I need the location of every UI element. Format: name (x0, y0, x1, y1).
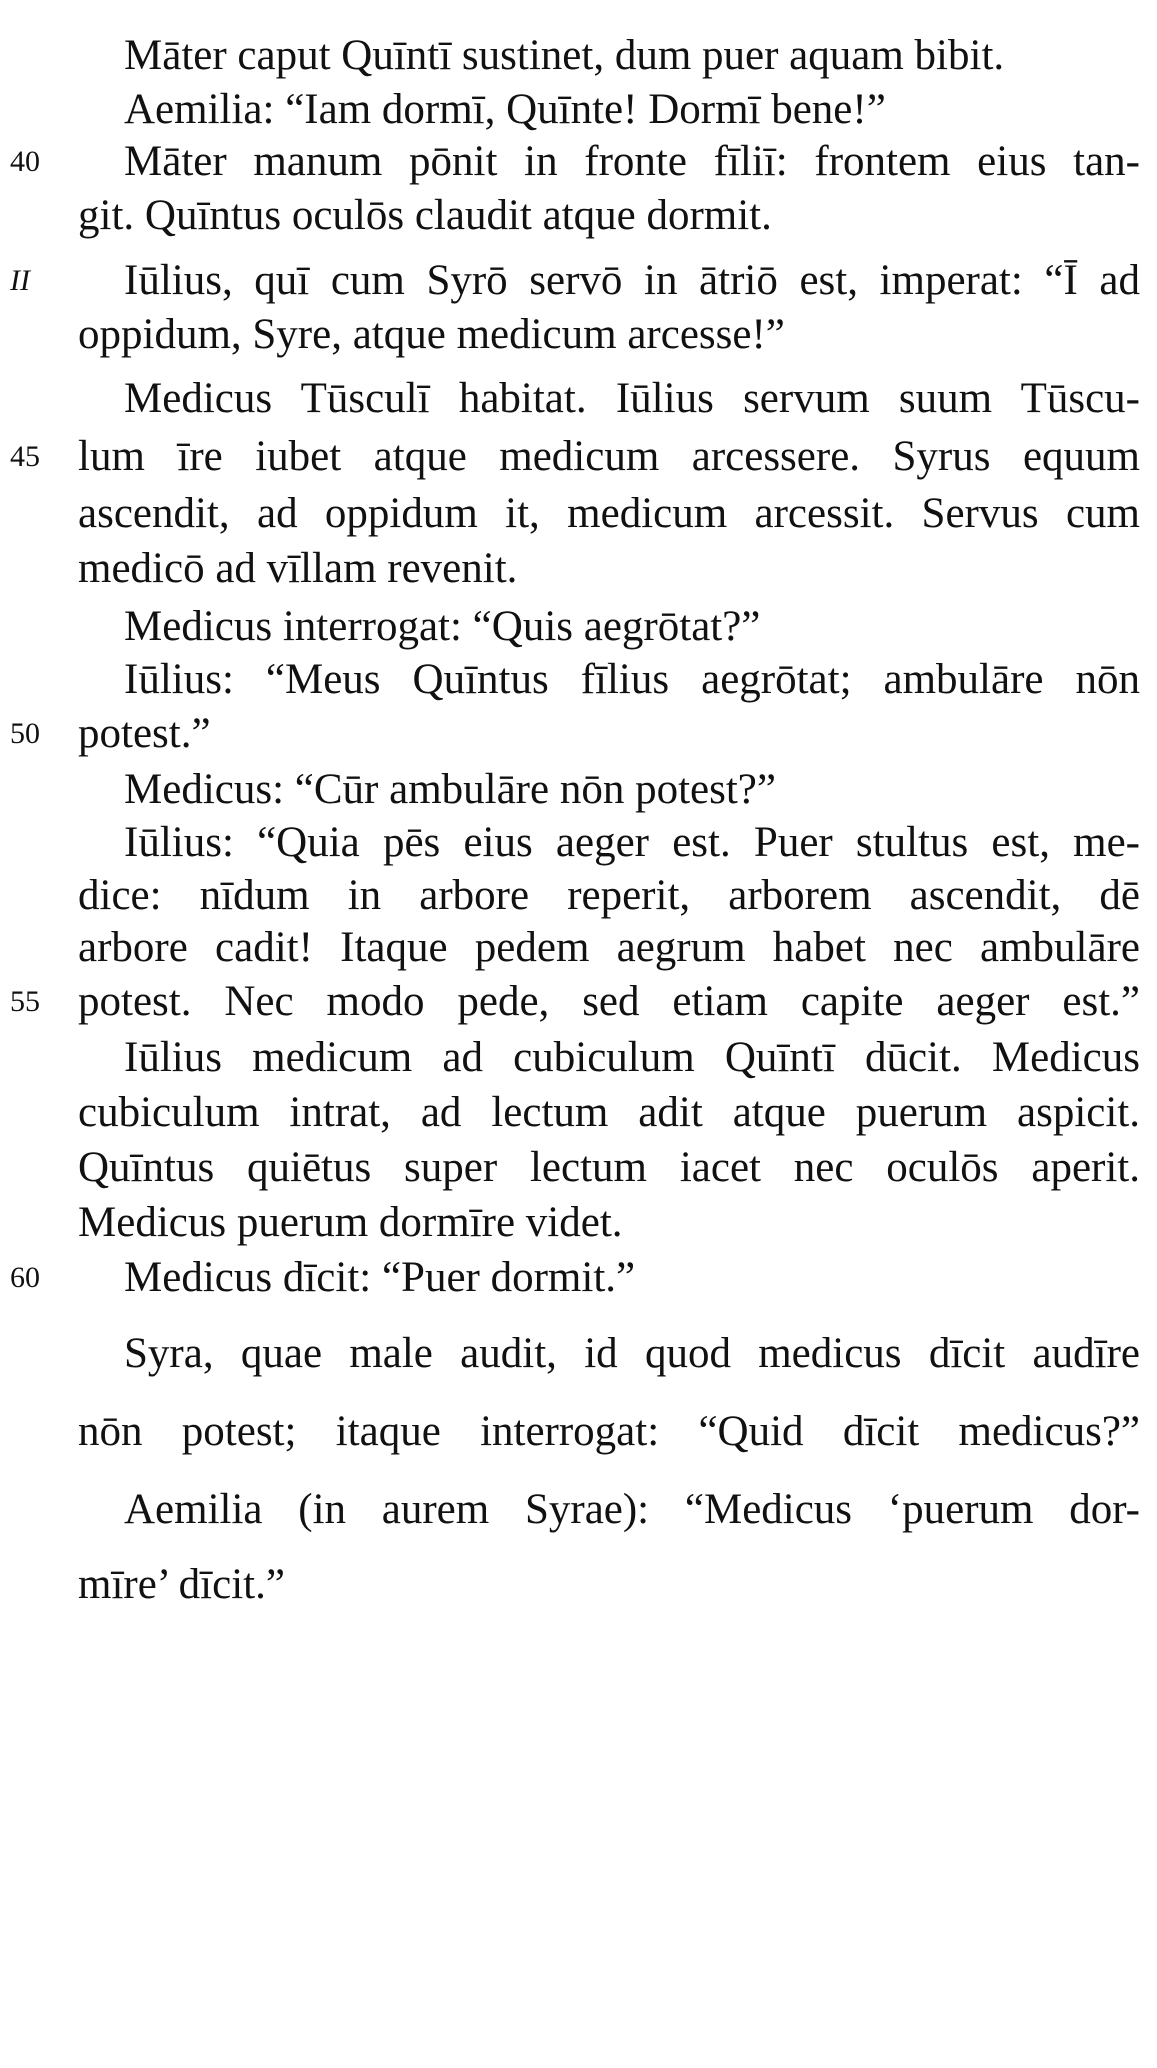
text-line: nōn potest; itaque interrogat: “Quid dīcit medicus?” (78, 1408, 1140, 1455)
text-line: Medicus: “Cūr ambulāre nōn potest?” (124, 766, 776, 813)
text-line: Medicus dīcit: “Puer dormit.” (124, 1254, 636, 1301)
text-line: Iūlius: “Quia pēs eius aeger est. Puer stultus est, me- (124, 819, 1140, 866)
line-number-60: 60 (10, 1261, 40, 1294)
text-line: lum īre iubet atque medicum arcessere. Syrus equum (78, 433, 1140, 480)
text-line: Medicus interrogat: “Quis aegrōtat?” (124, 603, 761, 650)
text-line: Aemilia (in aurem Syrae): “Medicus ‘puerum dor- (124, 1486, 1140, 1533)
text-line: potest. Nec modo pede, sed etiam capite aeger est.” (78, 978, 1140, 1025)
text-line: Iūlius: “Meus Quīntus fīlius aegrōtat; ambulāre nōn (124, 656, 1140, 703)
text-line: Iūlius, quī cum Syrō servō in ātriō est, imperat: “Ī ad (124, 257, 1140, 304)
text-line: git. Quīntus oculōs claudit atque dormit. (78, 192, 772, 239)
text-line: mīre’ dīcit.” (78, 1561, 285, 1608)
line-number-45: 45 (10, 440, 40, 473)
text-line: arbore cadit! Itaque pedem aegrum habet nec ambulāre (78, 924, 1140, 971)
text-line: Aemilia: “Iam dormī, Quīnte! Dormī bene!” (124, 86, 886, 133)
text-line: Medicus puerum dormīre videt. (78, 1199, 623, 1246)
text-line: Syra, quae male audit, id quod medicus dīcit audīre (124, 1330, 1140, 1377)
text-line: Medicus Tūsculī habitat. Iūlius servum suum Tūscu- (124, 375, 1140, 422)
text-line: Māter caput Quīntī sustinet, dum puer aquam bibit. (124, 32, 1005, 79)
text-line: dice: nīdum in arbore reperit, arborem ascendit, dē (78, 872, 1140, 919)
text-line: Māter manum pōnit in fronte fīliī: frontem eius tan- (124, 138, 1140, 185)
text-line: Iūlius medicum ad cubiculum Quīntī dūcit. Medicus (124, 1034, 1140, 1081)
text-line: potest.” (78, 710, 211, 757)
text-line: cubiculum intrat, ad lectum adit atque puerum aspicit. (78, 1089, 1140, 1136)
line-number-55: 55 (10, 985, 40, 1018)
line-number-II: II (10, 264, 30, 297)
text-line: ascendit, ad oppidum it, medicum arcessit. Servus cum (78, 490, 1140, 537)
line-number-40: 40 (10, 145, 40, 178)
text-line: medicō ad vīllam revenit. (78, 545, 518, 592)
text-line: Quīntus quiētus super lectum iacet nec oculōs aperit. (78, 1144, 1140, 1191)
text-line: oppidum, Syre, atque medicum arcesse!” (78, 311, 785, 358)
line-number-50: 50 (10, 717, 40, 750)
